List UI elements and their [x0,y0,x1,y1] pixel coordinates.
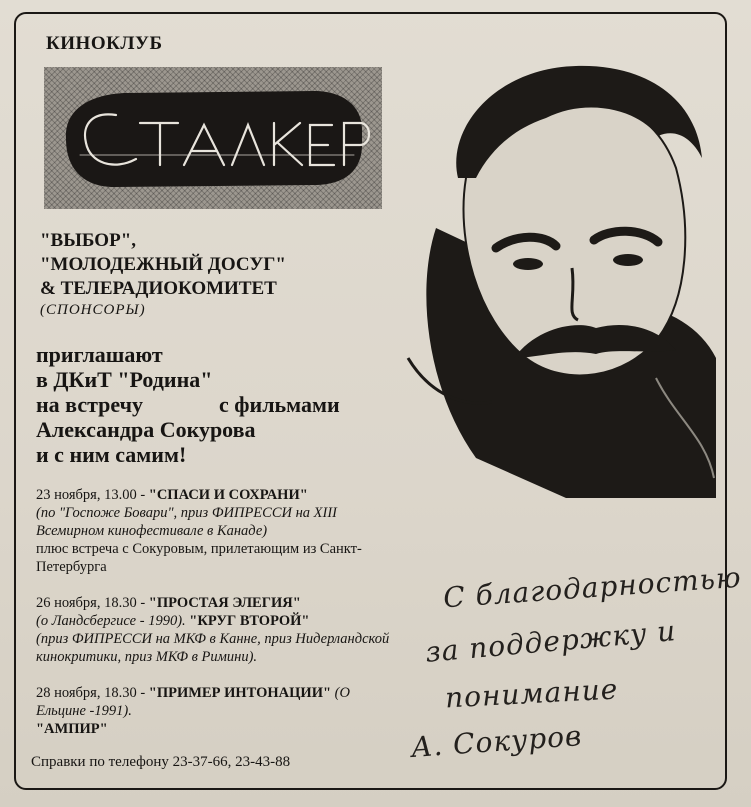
sponsor-line: & ТЕЛЕРАДИОКОМИТЕТ [40,278,277,299]
film-title: "СПАСИ И СОХРАНИ" [148,487,308,503]
invite-line-part: с фильмами [219,392,340,417]
invitation-text [36,342,340,467]
invite-line: в ДКиТ "Родина" [36,367,213,392]
invite-line-part: на встречу [36,392,144,417]
invite-line: Александра Сокурова [36,417,256,442]
screening-extra: плюс встреча с Сокуровым, прилетающим из Санкт-Петербурга [36,541,362,575]
film-note: (О Ельцине -1991). [36,685,350,719]
sponsor-line: "ВЫБОР", [40,230,136,251]
screening-datetime: 23 ноября, 13.00 - [36,487,149,503]
sponsor-line: "МОЛОДЕЖНЫЙ ДОСУГ" [40,254,286,275]
sponsors-list [40,229,286,301]
screening-datetime: 28 ноября, 18.30 - [36,685,149,701]
film-title: "ПРИМЕР ИНТОНАЦИИ" [148,685,332,701]
screening-schedule [36,486,402,756]
handwritten-autograph [405,560,743,780]
stalker-logo-icon [44,67,382,209]
film-title: "ПРОСТАЯ ЭЛЕГИЯ" [148,595,301,611]
invite-line: и с ним самим! [36,442,187,467]
signature: А. Сокуров [410,719,584,764]
film-note: (по "Госпоже Бовари", приз ФИПРЕССИ на XIII Всемирном кинофестивале в Канаде) [36,505,338,539]
film-title: "КРУГ ВТОРОЙ" [185,613,310,629]
logo-text: СТАЛКЕР [44,67,49,68]
invite-line: приглашают [36,342,163,367]
sponsors-note: (СПОНСОРЫ) [40,302,146,318]
screening-item [36,684,402,738]
screening-item [36,486,402,576]
phone-info: Справки по телефону 23-37-66, 23-43-88 [31,754,291,770]
portrait-illustration [396,58,716,498]
autograph-line: С благодарностью [442,560,743,615]
club-label: КИНОКЛУБ [46,33,163,54]
screening-item [36,594,402,666]
invite-line [36,392,340,417]
film-note: (о Ландсбергисе - 1990). [36,613,186,629]
screening-datetime: 26 ноября, 18.30 - [36,595,149,611]
film-note: (приз ФИПРЕССИ на МКФ в Канне, приз Нидерландской кинокритики, приз МКФ в Римини). [36,631,390,665]
autograph-line: понимание [444,672,620,715]
autograph-line: за поддержку и [424,614,678,669]
film-title: "АМПИР" [36,721,108,737]
stalker-logo [44,67,382,209]
